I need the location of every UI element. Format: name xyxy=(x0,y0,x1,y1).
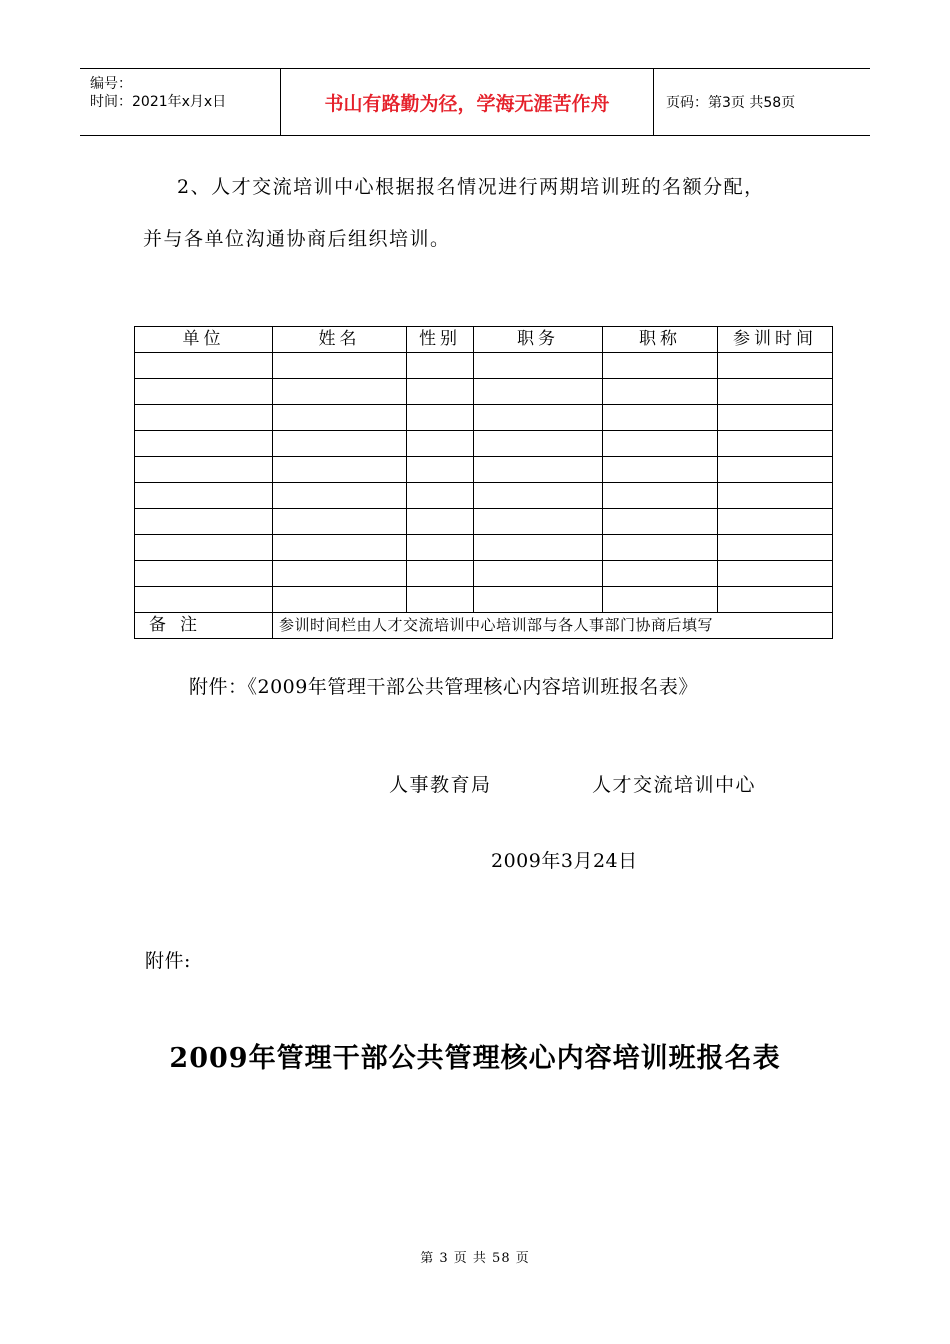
col-header-title: 职称 xyxy=(603,327,718,353)
table-cell[interactable] xyxy=(603,405,718,431)
table-note-row xyxy=(135,613,833,639)
table-cell[interactable] xyxy=(603,561,718,587)
table-row xyxy=(135,483,833,509)
note-text: 参训时间栏由人才交流培训中心培训部与各人事部门协商后填写 xyxy=(273,613,833,639)
table-cell[interactable] xyxy=(273,535,407,561)
table-cell[interactable] xyxy=(407,587,474,613)
table-cell[interactable] xyxy=(407,509,474,535)
table-cell[interactable] xyxy=(603,509,718,535)
header-page-info: 页码：第3页 共58页 xyxy=(666,95,796,111)
table-row xyxy=(135,509,833,535)
header-meta xyxy=(80,69,281,135)
table-cell[interactable] xyxy=(273,405,407,431)
table-cell[interactable] xyxy=(603,431,718,457)
table-cell[interactable] xyxy=(135,405,273,431)
table-cell[interactable] xyxy=(273,509,407,535)
table-cell[interactable] xyxy=(718,353,833,379)
table-cell[interactable] xyxy=(474,509,603,535)
table-cell[interactable] xyxy=(273,353,407,379)
table-row xyxy=(135,405,833,431)
signer-org-2: 人才交流培训中心 xyxy=(592,774,757,796)
table-cell[interactable] xyxy=(407,483,474,509)
document-date: 2009年3月24日 xyxy=(491,850,638,872)
table-cell[interactable] xyxy=(273,483,407,509)
form-title: 2009年管理干部公共管理核心内容培训班报名表 xyxy=(169,1043,781,1074)
table-cell[interactable] xyxy=(407,457,474,483)
table-cell[interactable] xyxy=(603,483,718,509)
table-cell[interactable] xyxy=(273,379,407,405)
table-cell[interactable] xyxy=(603,353,718,379)
table-cell[interactable] xyxy=(718,587,833,613)
table-cell[interactable] xyxy=(407,431,474,457)
table-cell[interactable] xyxy=(603,587,718,613)
table-cell[interactable] xyxy=(474,457,603,483)
page-header xyxy=(80,68,870,136)
table-cell[interactable] xyxy=(135,379,273,405)
table-cell[interactable] xyxy=(273,431,407,457)
table-cell[interactable] xyxy=(407,561,474,587)
table-cell[interactable] xyxy=(718,405,833,431)
table-cell[interactable] xyxy=(718,535,833,561)
table-row xyxy=(135,561,833,587)
table-row xyxy=(135,587,833,613)
table-cell[interactable] xyxy=(135,457,273,483)
table-cell[interactable] xyxy=(718,379,833,405)
table-cell[interactable] xyxy=(474,535,603,561)
table-row xyxy=(135,353,833,379)
table-header-row xyxy=(135,327,833,353)
table-cell[interactable] xyxy=(718,509,833,535)
table-cell[interactable] xyxy=(603,535,718,561)
header-motto: 书山有路勤为径，学海无涯苦作舟 xyxy=(281,69,654,135)
col-header-name: 姓名 xyxy=(273,327,407,353)
table-cell[interactable] xyxy=(718,561,833,587)
table-cell[interactable] xyxy=(603,457,718,483)
paragraph-line-2: 并与各单位沟通协商后组织培训。 xyxy=(143,228,451,250)
col-header-gender: 性别 xyxy=(407,327,474,353)
table-cell[interactable] xyxy=(474,587,603,613)
table-body xyxy=(135,353,833,639)
col-header-training-time: 参训时间 xyxy=(718,327,833,353)
table-cell[interactable] xyxy=(474,561,603,587)
table-cell[interactable] xyxy=(407,379,474,405)
table-cell[interactable] xyxy=(407,353,474,379)
number-label: 编号： xyxy=(90,76,132,92)
table-row xyxy=(135,457,833,483)
table-cell[interactable] xyxy=(135,509,273,535)
table-cell[interactable] xyxy=(474,483,603,509)
table-cell[interactable] xyxy=(135,587,273,613)
table-cell[interactable] xyxy=(135,561,273,587)
table-cell[interactable] xyxy=(474,353,603,379)
note-label: 备注 xyxy=(135,613,273,639)
table-row xyxy=(135,379,833,405)
table-cell[interactable] xyxy=(135,483,273,509)
page-footer: 第 3 页 共 58 页 xyxy=(420,1251,530,1266)
table-cell[interactable] xyxy=(603,379,718,405)
attachment-line: 附件：《2009年管理干部公共管理核心内容培训班报名表》 xyxy=(189,676,698,698)
table-cell[interactable] xyxy=(718,431,833,457)
table-cell[interactable] xyxy=(135,535,273,561)
paragraph-line-1: 2、人才交流培训中心根据报名情况进行两期培训班的名额分配， xyxy=(177,176,765,198)
col-header-position: 职务 xyxy=(474,327,603,353)
table-cell[interactable] xyxy=(135,431,273,457)
table-row xyxy=(135,431,833,457)
table-cell[interactable] xyxy=(407,535,474,561)
table-cell[interactable] xyxy=(474,405,603,431)
table-cell[interactable] xyxy=(273,561,407,587)
table-cell[interactable] xyxy=(135,353,273,379)
table-cell[interactable] xyxy=(273,457,407,483)
table-cell[interactable] xyxy=(718,483,833,509)
table-cell[interactable] xyxy=(407,405,474,431)
table-cell[interactable] xyxy=(718,457,833,483)
col-header-unit: 单位 xyxy=(135,327,273,353)
table-cell[interactable] xyxy=(273,587,407,613)
table-cell[interactable] xyxy=(474,379,603,405)
table-row xyxy=(135,535,833,561)
time-label: 时间：2021年x月x日 xyxy=(90,94,227,110)
signer-org-1: 人事教育局 xyxy=(389,774,492,796)
table-cell[interactable] xyxy=(474,431,603,457)
signup-table xyxy=(134,326,833,639)
attachment-label: 附件: xyxy=(145,950,191,972)
